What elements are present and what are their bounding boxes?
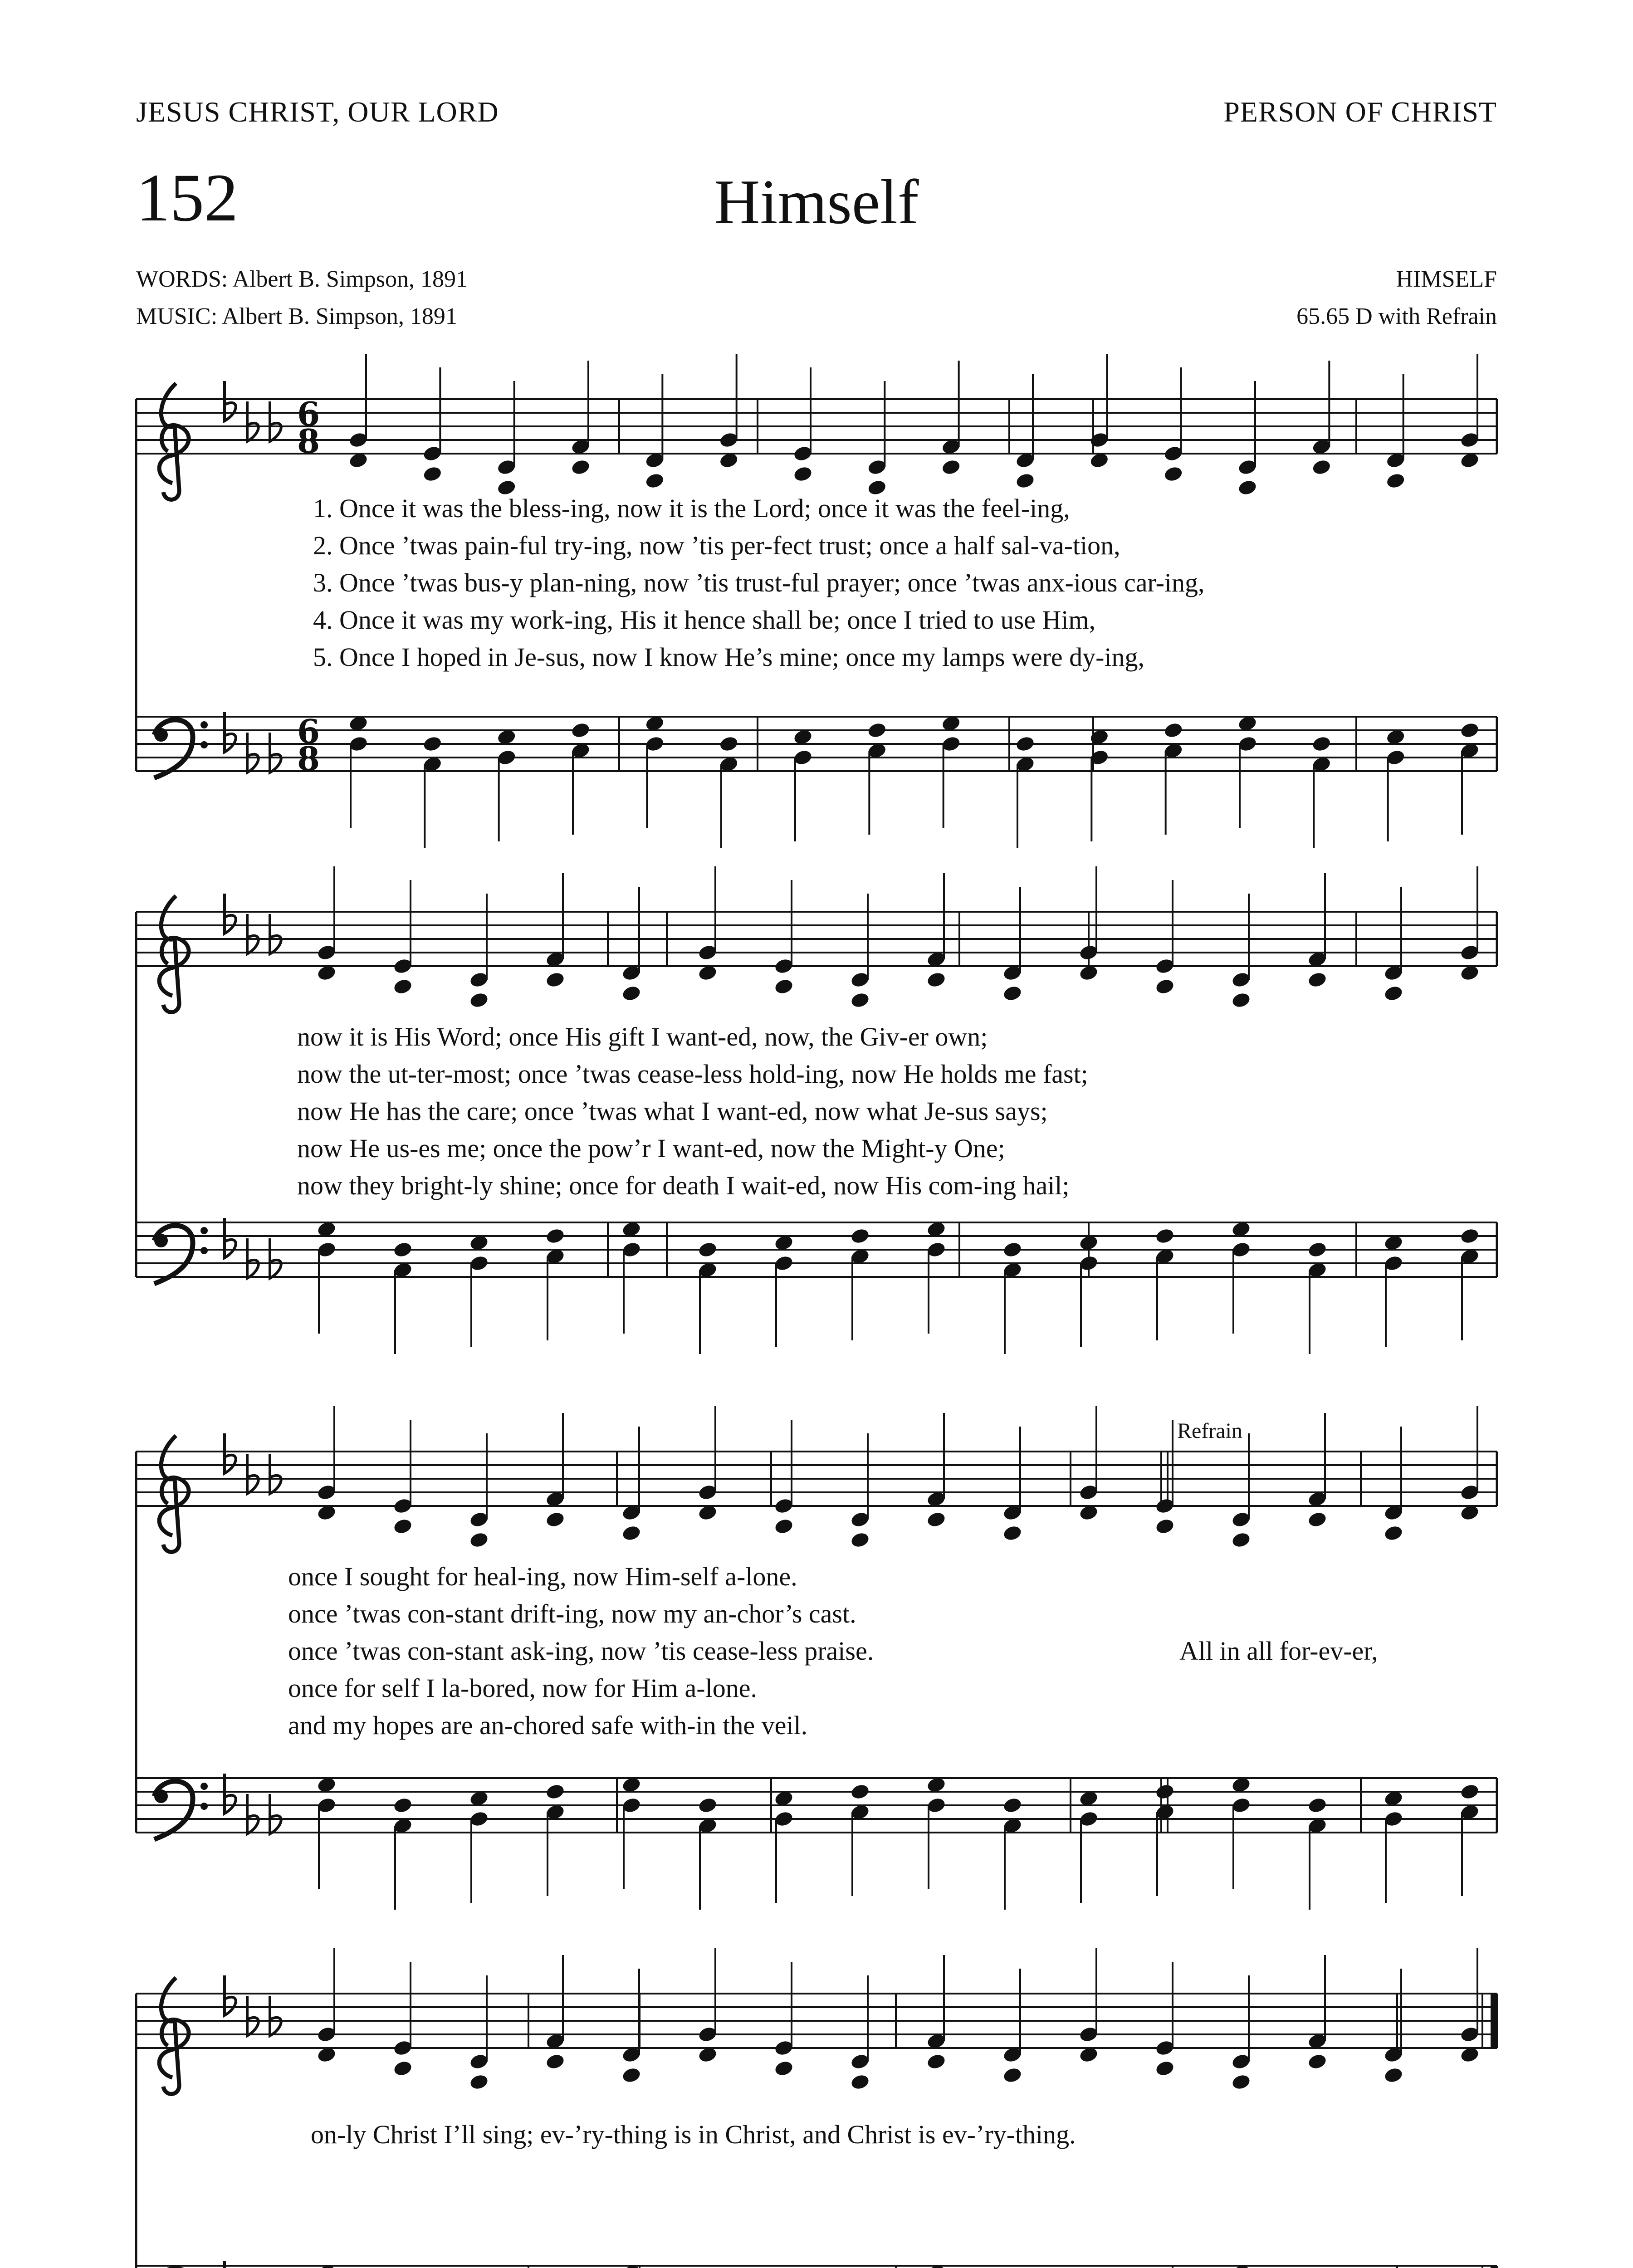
lyric-line: 5. Once I hoped in Je-sus, now I know He’s mine; once my lamps were dy-ing, (313, 642, 1145, 672)
flat-sign (247, 401, 259, 441)
lyric-line: now He us-es me; once the pow’r I want-ed, now the Might-y One; (297, 1134, 1005, 1163)
note-head (545, 1510, 565, 1528)
flat-sign (225, 1433, 236, 1473)
lyric-line: once I sought for heal-ing, now Him-self a-lone. (288, 1562, 797, 1591)
flat-sign (270, 914, 281, 954)
flat-sign (270, 401, 281, 441)
note-head (773, 1517, 794, 1535)
bass-clef-dot (154, 728, 168, 742)
lyric-line: 4. Once it was my work-ing, His it hence shall be; once I tried to use Him, (313, 605, 1096, 635)
lyric-line: 1. Once it was the bless-ing, now it is the Lord; once it was the feel-ing, (313, 494, 1070, 523)
note-head (1002, 1524, 1022, 1542)
note-head (773, 978, 794, 995)
time-signature-top: 6 (297, 395, 320, 433)
hymn-number: 152 (136, 160, 238, 235)
note-head (1154, 1227, 1175, 1245)
lyric-line: once ’twas con-stant ask-ing, now ’tis cease-less praise. (288, 1636, 874, 1666)
note-head (570, 721, 591, 739)
final-barline (1491, 2266, 1497, 2268)
flat-sign (247, 1454, 259, 1494)
note-head (621, 984, 641, 1002)
note-head (1311, 458, 1332, 476)
note-head (719, 735, 739, 753)
note-head (1002, 984, 1022, 1002)
note-head (1015, 472, 1035, 489)
bass-clef-dot (200, 1227, 208, 1234)
note-head (422, 465, 443, 483)
bass-clef-dot (154, 1789, 168, 1803)
note-head (867, 721, 887, 739)
note-head (850, 2073, 870, 2091)
note-head (621, 2066, 641, 2084)
time-signature-bottom: 8 (297, 739, 320, 778)
lyric-line: now it is His Word; once His gift I want-ed, now, the Giv-er own; (297, 1022, 988, 1051)
flat-sign (225, 381, 236, 421)
flat-sign (270, 1794, 281, 1834)
flat-sign (247, 733, 259, 772)
note-head (1307, 971, 1327, 988)
note-head (469, 1531, 489, 1549)
note-head (1002, 1241, 1022, 1258)
flat-sign (270, 1454, 281, 1494)
note-head (1459, 721, 1480, 739)
note-head (1002, 1796, 1022, 1814)
time-signature-top: 6 (297, 712, 320, 751)
note-head (926, 2053, 946, 2070)
note-head (1015, 735, 1035, 753)
note-head (545, 1227, 565, 1245)
flat-sign (247, 1996, 259, 2036)
tune-name: HIMSELF (1396, 266, 1497, 292)
hymn-title: Himself (714, 167, 919, 237)
note-head (792, 465, 813, 483)
refrain-lyric: All in all for-ev-er, (1179, 1636, 1378, 1666)
flat-sign (270, 733, 281, 772)
note-head (1307, 1796, 1327, 1814)
note-head (1385, 472, 1406, 489)
flat-sign (225, 1975, 236, 2015)
note-head (645, 472, 665, 489)
note-head (469, 2073, 489, 2091)
note-head (1383, 1524, 1403, 1542)
note-head (392, 1517, 413, 1535)
flat-sign (247, 1794, 259, 1834)
lyric-line: 2. Once ’twas pain-ful try-ing, now ’tis per-fect trust; once a half sal-va-tion, (313, 531, 1120, 560)
time-signature-bottom: 8 (297, 422, 320, 460)
note-head (1383, 984, 1403, 1002)
section-header-left: JESUS CHRIST, OUR LORD (136, 96, 499, 128)
lyric-line: on-ly Christ I’ll sing; ev-’ry-thing is in Christ, and Christ is ev-’ry-thing. (311, 2120, 1076, 2149)
note-head (1307, 2053, 1327, 2070)
flat-sign (225, 1774, 236, 1813)
lyric-line: now He has the care; once ’twas what I want-ed, now what Je-sus says; (297, 1096, 1048, 1126)
note-head (1459, 1227, 1480, 1245)
lyric-line: once for self I la-bored, now for Him a-lone. (288, 1673, 757, 1703)
note-head (697, 1796, 718, 1814)
bass-clef-dot (200, 741, 208, 748)
note-head (1002, 2066, 1022, 2084)
lyric-line: once ’twas con-stant drift-ing, now my an-chor’s cast. (288, 1599, 856, 1628)
final-barline (1491, 1994, 1497, 2048)
note-head (1154, 1783, 1175, 1800)
note-head (545, 1783, 565, 1800)
note-head (1307, 1241, 1327, 1258)
tune-meter: 65.65 D with Refrain (1296, 303, 1497, 329)
note-head (926, 1510, 946, 1528)
lyric-line: now the ut-ter-most; once ’twas cease-less hold-ing, now He holds me fast; (297, 1059, 1088, 1089)
lyric-line: 3. Once ’twas bus-y plan-ning, now ’tis trust-ful prayer; once ’twas anx-ious car-ing, (313, 568, 1205, 597)
note-head (1154, 2059, 1175, 2077)
note-head (545, 971, 565, 988)
words-credit: WORDS: Albert B. Simpson, 1891 (136, 266, 468, 292)
bass-clef-dot (200, 721, 208, 728)
note-head (926, 971, 946, 988)
note-head (392, 1241, 413, 1258)
note-head (850, 1227, 870, 1245)
note-head (1154, 978, 1175, 995)
treble-clef (159, 1436, 189, 1552)
note-head (1154, 1517, 1175, 1535)
note-head (941, 458, 961, 476)
note-head (621, 1524, 641, 1542)
note-head (1459, 1783, 1480, 1800)
note-head (392, 1796, 413, 1814)
flat-sign (270, 1238, 281, 1278)
note-head (773, 2059, 794, 2077)
note-head (1163, 465, 1183, 483)
flat-sign (247, 914, 259, 954)
note-head (1163, 721, 1183, 739)
note-head (1231, 2073, 1251, 2091)
note-head (392, 978, 413, 995)
lyric-line: now they bright-ly shine; once for death I wait-ed, now His com-ing hail; (297, 1171, 1070, 1200)
flat-sign (225, 894, 236, 934)
note-head (570, 458, 591, 476)
treble-clef (159, 896, 189, 1012)
note-head (697, 1241, 718, 1258)
section-header-right: PERSON OF CHRIST (1223, 96, 1497, 128)
flat-sign (225, 712, 236, 752)
note-head (1231, 1531, 1251, 1549)
note-head (1307, 1510, 1327, 1528)
flat-sign (247, 1238, 259, 1278)
note-head (422, 735, 443, 753)
bass-clef-dot (200, 1247, 208, 1254)
lyric-line: and my hopes are an-chored safe with-in the veil. (288, 1711, 808, 1740)
note-head (850, 1783, 870, 1800)
flat-sign (225, 2261, 236, 2268)
flat-sign (270, 1996, 281, 2036)
note-head (1237, 479, 1257, 496)
bass-clef-dot (200, 1803, 208, 1810)
note-head (545, 2053, 565, 2070)
bass-clef-dot (154, 1234, 168, 1247)
note-head (469, 991, 489, 1009)
note-head (392, 2059, 413, 2077)
treble-clef (159, 383, 189, 499)
flat-sign (225, 1218, 236, 1258)
note-head (1311, 735, 1332, 753)
note-head (850, 991, 870, 1009)
note-head (850, 1531, 870, 1549)
refrain-label: Refrain (1177, 1419, 1242, 1443)
note-head (1231, 991, 1251, 1009)
bass-clef-dot (200, 1783, 208, 1790)
treble-clef (159, 1978, 189, 2094)
music-credit: MUSIC: Albert B. Simpson, 1891 (136, 303, 457, 329)
note-head (1383, 2066, 1403, 2084)
